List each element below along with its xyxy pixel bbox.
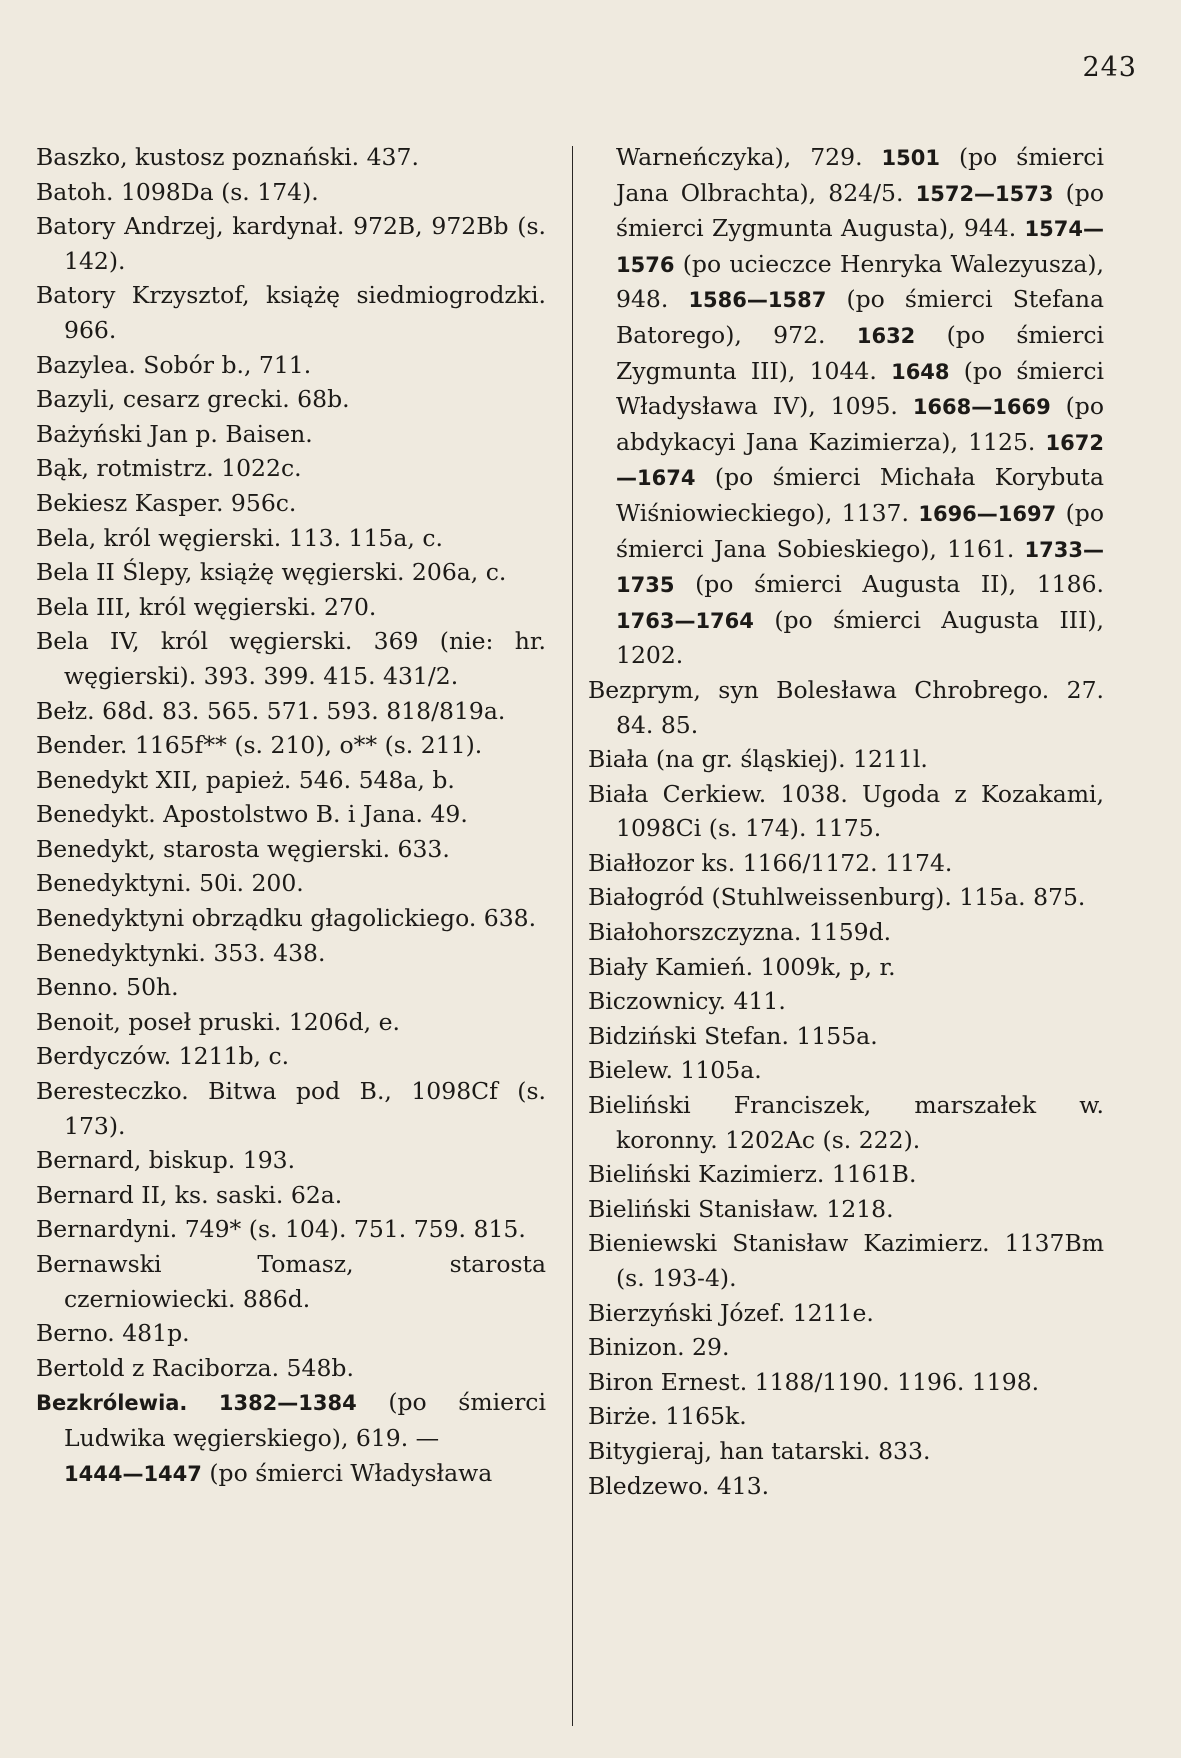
index-entry bbox=[36, 797, 546, 832]
index-entry bbox=[588, 1330, 1104, 1365]
entry-text: Białłozor ks. 1166/1172. 1174. bbox=[588, 848, 953, 877]
entry-text: Biała Cerkiew. 1038. Ugoda z Kozakami, 1098Ci (s. 174). 1175. bbox=[588, 779, 1104, 843]
index-entry bbox=[588, 880, 1104, 915]
entry-heading-bold: 1444—1447 bbox=[64, 1461, 202, 1486]
entry-text: (po śmierci Jana Sobieskiego), 1161. bbox=[616, 498, 1104, 563]
entry-text: Bitygieraj, han tatarski. 833. bbox=[588, 1436, 931, 1465]
entry-date-range: 1574—1576 bbox=[616, 217, 1104, 277]
entry-text: Benedyktyni. 50i. 200. bbox=[36, 869, 304, 898]
entry-text: Bekiesz Kasper. 956c. bbox=[36, 488, 297, 517]
index-entry bbox=[588, 140, 1104, 673]
entry-date-range: 1586—1587 bbox=[688, 288, 827, 313]
index-entry bbox=[36, 901, 546, 936]
index-entry bbox=[36, 486, 546, 521]
entry-text: Bela III, król węgierski. 270. bbox=[36, 592, 377, 621]
entry-text: (po śmierci Władysława bbox=[201, 1458, 493, 1487]
entry-text: Bazylea. Sobór b., 711. bbox=[36, 350, 312, 379]
entry-text: Bernard, biskup. 193. bbox=[36, 1146, 296, 1175]
entry-text: Bąk, rotmistrz. 1022c. bbox=[36, 454, 302, 483]
entry-text: (po śmierci Ludwika węgierskiego), 619. — bbox=[64, 1388, 546, 1452]
entry-text: Benedykt. Apostolstwo B. i Jana. 49. bbox=[36, 800, 468, 829]
entry-text: Biron Ernest. 1188/1190. 1196. 1198. bbox=[588, 1367, 1040, 1396]
entry-text: Batory Krzysztof, książę siedmiogrodzki. 966. bbox=[36, 281, 546, 344]
entry-text: (po śmierci Michała Korybuta Wiśniowieckiego), 1137. bbox=[616, 463, 1104, 527]
index-entry bbox=[588, 846, 1104, 881]
index-entry bbox=[36, 209, 546, 278]
index-entry bbox=[36, 1178, 546, 1213]
entry-text: Bidziński Stefan. 1155a. bbox=[588, 1021, 878, 1050]
index-entry bbox=[588, 1019, 1104, 1054]
entry-text: Bielew. 1105a. bbox=[588, 1056, 762, 1085]
page-number: 243 bbox=[1082, 52, 1137, 83]
entry-text: Benno. 50h. bbox=[36, 973, 179, 1002]
index-entry bbox=[36, 417, 546, 452]
entry-date-range: 1763—1764 bbox=[616, 608, 754, 633]
index-entry bbox=[36, 1316, 546, 1351]
index-entry bbox=[36, 936, 546, 971]
index-entry bbox=[588, 1469, 1104, 1504]
entry-text: Bender. 1165f** (s. 210), o** (s. 211). bbox=[36, 731, 483, 760]
entry-text: Berdyczów. 1211b, c. bbox=[36, 1042, 290, 1071]
entry-text: Benedyktynki. 353. 438. bbox=[36, 938, 326, 967]
entry-text: (po śmierci Władysława IV), 1095. bbox=[616, 356, 1105, 421]
entry-text: Bela, król węgierski. 113. 115a, c. bbox=[36, 523, 443, 552]
index-entry bbox=[36, 763, 546, 798]
index-entry bbox=[36, 1247, 546, 1316]
entry-text: Beresteczko. Bitwa pod B., 1098Cf (s. 173). bbox=[36, 1077, 546, 1140]
entry-text: Bieliński Stanisław. 1218. bbox=[588, 1194, 894, 1223]
entry-text: Birże. 1165k. bbox=[588, 1402, 747, 1431]
entry-date-range: 1672—1674 bbox=[616, 430, 1104, 491]
index-entry bbox=[36, 624, 546, 693]
entry-text: Bełz. 68d. 83. 565. 571. 593. 818/819a. bbox=[36, 696, 506, 725]
index-column-left bbox=[36, 140, 546, 1491]
index-entry bbox=[588, 1399, 1104, 1434]
entry-text: (po śmierci Stefana Batorego), 972. bbox=[616, 285, 1104, 349]
entry-date-range: 1632 bbox=[856, 323, 916, 348]
index-entry bbox=[36, 1074, 546, 1143]
index-entry bbox=[36, 278, 546, 347]
entry-text: Benedykt, starosta węgierski. 633. bbox=[36, 834, 450, 863]
entry-text: Batoh. 1098Da (s. 174). bbox=[36, 177, 319, 206]
entry-text: (po śmierci Zygmunta Augusta), 944. bbox=[616, 178, 1104, 243]
entry-text: Batory Andrzej, kardynał. 972B, 972Bb (s. 142). bbox=[36, 212, 546, 275]
index-entry bbox=[588, 742, 1104, 777]
entry-text: (po ucieczce Henryka Walezyusza), 948. bbox=[616, 249, 1104, 314]
index-entry bbox=[36, 140, 546, 175]
entry-text: Bela IV, król węgierski. 369 (nie: hr. węgierski). 393. 399. 415. 431/2. bbox=[36, 627, 546, 690]
index-entry bbox=[36, 521, 546, 556]
entry-date-range: 1572—1573 bbox=[915, 181, 1054, 206]
entry-text: Bertold z Raciborza. 548b. bbox=[36, 1353, 354, 1382]
entry-text: Benedykt XII, papież. 546. 548a, b. bbox=[36, 765, 455, 794]
index-entry bbox=[36, 1351, 546, 1386]
entry-text: (po śmierci Jana Olbrachta), 824/5. bbox=[616, 143, 1104, 207]
index-entry bbox=[588, 1157, 1104, 1192]
index-entry bbox=[588, 777, 1104, 846]
entry-text: (po śmierci Zygmunta III), 1044. bbox=[616, 320, 1105, 385]
index-entry bbox=[36, 590, 546, 625]
entry-text: Białohorszczyzna. 1159d. bbox=[588, 918, 892, 947]
entry-text: Binizon. 29. bbox=[588, 1333, 730, 1362]
index-entry bbox=[588, 1365, 1104, 1400]
index-column-right bbox=[588, 140, 1104, 1503]
entry-text: Bezprym, syn Bolesława Chrobrego. 27. 84. 85. bbox=[588, 675, 1104, 739]
index-entry bbox=[36, 866, 546, 901]
entry-date-range: 1501 bbox=[881, 146, 940, 170]
index-entry bbox=[36, 555, 546, 590]
entry-text: Benoit, poseł pruski. 1206d, e. bbox=[36, 1007, 400, 1036]
entry-heading-bold: Bezkrólewia. 1382—1384 bbox=[36, 1391, 357, 1416]
index-entry bbox=[588, 1053, 1104, 1088]
index-entry bbox=[588, 1192, 1104, 1227]
index-entry bbox=[36, 382, 546, 417]
entry-date-range: 1733—1735 bbox=[616, 537, 1104, 598]
index-entry bbox=[36, 1039, 546, 1074]
entry-text: Bernard II, ks. saski. 62a. bbox=[36, 1180, 343, 1209]
entry-text: Bazyli, cesarz grecki. 68b. bbox=[36, 385, 350, 414]
entry-text: (po abdykacyi Jana Kazimierza), 1125. bbox=[616, 392, 1104, 456]
entry-text: Bledzewo. 413. bbox=[588, 1471, 770, 1500]
index-entry bbox=[588, 1088, 1104, 1157]
entry-text: Bieniewski Stanisław Kazimierz. 1137Bm (s. 193-4). bbox=[588, 1229, 1104, 1292]
index-entry bbox=[36, 1143, 546, 1178]
index-entry bbox=[36, 832, 546, 867]
entry-date-range: 1648 bbox=[891, 359, 950, 384]
index-entry bbox=[36, 1005, 546, 1040]
entry-date-range: 1696—1697 bbox=[918, 501, 1057, 526]
entry-text: Biała (na gr. śląskiej). 1211l. bbox=[588, 745, 928, 774]
index-entry bbox=[36, 451, 546, 486]
index-entry bbox=[36, 348, 546, 383]
entry-text: Bernardyni. 749* (s. 104). 751. 759. 815. bbox=[36, 1215, 526, 1244]
index-entry bbox=[588, 1226, 1104, 1295]
entry-text: Warneńczyka), 729. bbox=[616, 143, 882, 171]
entry-text: Bieliński Franciszek, marszałek w. koronny. 1202Ac (s. 222). bbox=[588, 1091, 1104, 1154]
index-entry bbox=[588, 673, 1104, 742]
index-entry bbox=[36, 728, 546, 763]
entry-text: Bażyński Jan p. Baisen. bbox=[36, 419, 313, 448]
index-entry bbox=[36, 970, 546, 1005]
index-entry bbox=[588, 1296, 1104, 1331]
index-entry bbox=[36, 1212, 546, 1247]
entry-text: Benedyktyni obrządku głagolickiego. 638. bbox=[36, 904, 537, 933]
entry-text: Bernawski Tomasz, starosta czerniowiecki. 886d. bbox=[36, 1250, 546, 1313]
index-entry bbox=[36, 1456, 546, 1492]
entry-text: Bela II Ślepy, książę węgierski. 206a, c. bbox=[36, 558, 507, 587]
entry-text: (po śmierci Augusta II), 1186. bbox=[674, 570, 1104, 599]
entry-text: Biczownicy. 411. bbox=[588, 987, 786, 1016]
index-entry bbox=[588, 1434, 1104, 1469]
index-entry bbox=[36, 694, 546, 729]
entry-text: Berno. 481p. bbox=[36, 1319, 190, 1348]
entry-text: Białogród (Stuhlweissenburg). 115a. 875. bbox=[588, 883, 1086, 912]
index-entry bbox=[36, 175, 546, 210]
index-entry bbox=[588, 950, 1104, 985]
index-entry bbox=[588, 984, 1104, 1019]
index-entry bbox=[588, 915, 1104, 950]
entry-text: Bierzyński Józef. 1211e. bbox=[588, 1298, 874, 1327]
entry-text: Bieliński Kazimierz. 1161B. bbox=[588, 1160, 917, 1189]
column-divider bbox=[572, 146, 573, 1726]
entry-text: (po śmierci Augusta III), 1202. bbox=[616, 605, 1104, 670]
entry-text: Baszko, kustosz poznański. 437. bbox=[36, 143, 419, 171]
entry-text: Biały Kamień. 1009k, p, r. bbox=[588, 952, 896, 981]
index-entry bbox=[36, 1385, 546, 1455]
entry-date-range: 1668—1669 bbox=[912, 395, 1051, 420]
